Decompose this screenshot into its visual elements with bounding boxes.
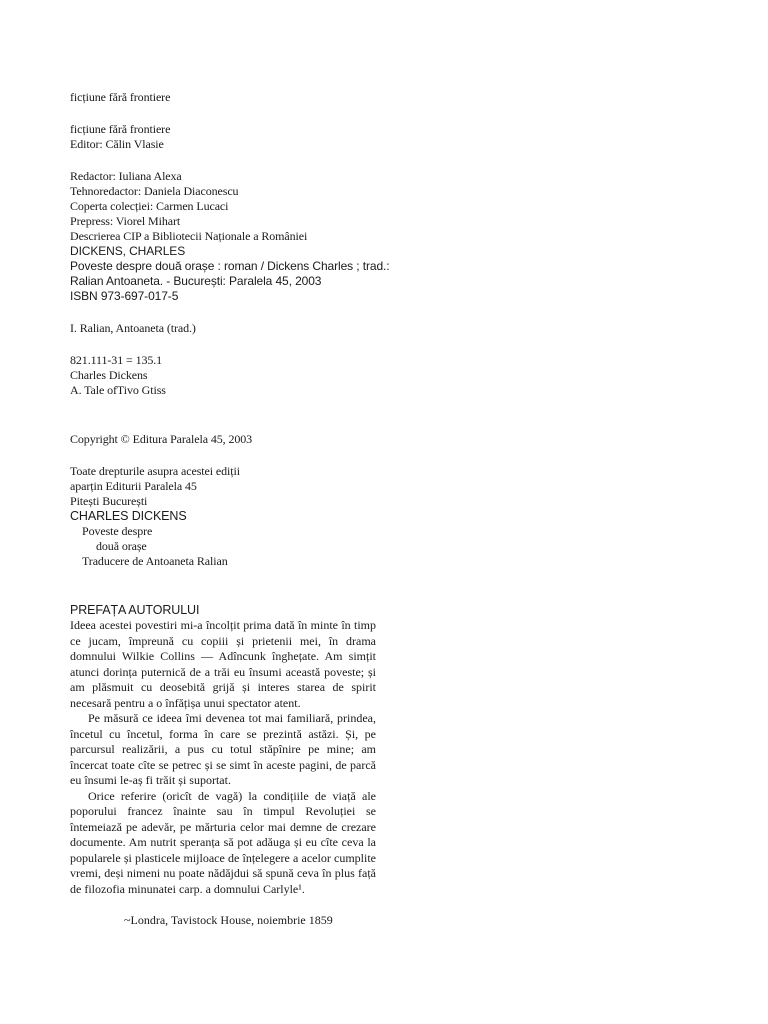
original-author: Charles Dickens <box>70 368 148 382</box>
cip-line-2: Ralian Antoaneta. - București: Paralela 45, 2003 <box>70 274 322 288</box>
colophon-prepress: Prepress: Viorel Mihart <box>70 214 181 228</box>
copyright-notice: Copyright © Editura Paralela 45, 2003 <box>70 432 253 446</box>
colophon-series: ficțiune fără frontiere <box>70 122 171 136</box>
original-title: A. Tale ofTivo Gtiss <box>70 383 166 397</box>
series-header: ficțiune fără frontiere <box>70 90 171 104</box>
book-front-matter-page <box>70 90 390 928</box>
copyright-block <box>70 432 390 509</box>
spacer <box>70 336 390 353</box>
colophon-redactor: Redactor: Iuliana Alexa <box>70 169 182 183</box>
cip-author: DICKENS, CHARLES <box>70 244 186 258</box>
book-title-line-1: Poveste despre <box>82 524 153 538</box>
spacer <box>70 447 390 464</box>
preface-section <box>70 603 390 928</box>
book-author: CHARLES DICKENS <box>70 509 187 523</box>
preface-paragraph-1: Ideea acestei povestiri mi-a încolțit prima dată în minte în timp ce jucam, împreună cu copiii și prietenii mei, în drama domnului Wilkie Collins — Adîncunk înghețate. Am simțit atunci dorința puternică de a trăi eu însumi această poveste; și am plăsmuit cu deosebită grijă și interes starea de spirit necesară pentru a o înfățișa unui spectator atent. <box>70 618 376 710</box>
spacer <box>70 304 390 321</box>
book-translator: Traducere de Antoaneta Ralian <box>82 554 228 568</box>
colophon-block <box>70 122 390 398</box>
preface-paragraph-3: Orice referire (oricît de vagă) la condițiile de viață ale poporului francez înainte sau în timpul Revoluției se întemeiază pe adevăr, pe mărturia celor mai demne de crezare documente. Am nutrit speranța să pot adăuga și eu cîte ceva la popularele și plasticele mijloace de înțelegere a acelor cumplite vremi, deși nimeni nu poate nădăjdui să spună ceva în plus față de filozofia minunatei carp. a domnului Carlyle¹. <box>70 788 376 896</box>
cip-heading: Descrierea CIP a Bibliotecii Naționale a României <box>70 229 308 243</box>
preface-signature: ~Londra, Tavistock House, noiembrie 1859 <box>124 913 333 927</box>
isbn: ISBN 973-697-017-5 <box>70 289 179 303</box>
preface-paragraph-2: Pe măsură ce ideea îmi devenea tot mai familiară, prindea, încetul cu încetul, forma în care se prezintă astăzi. Și, pe parcursul realizării, a pus cu totul stăpînire pe mine; am încercat toate cîte se petrec și se simt în aceste pagini, de parcă eu însumi le-aș fi trăit și suportat. <box>70 711 376 787</box>
spacer <box>70 105 390 122</box>
udc-code: 821.111-31 = 135.1 <box>70 353 163 367</box>
rights-line-1: Toate drepturile asupra acestei ediții <box>70 464 240 478</box>
colophon-tehnoredactor: Tehnoredactor: Daniela Diaconescu <box>70 184 239 198</box>
cip-line-1: Poveste despre două orașe : roman / Dickens Charles ; trad.: <box>70 259 390 273</box>
preface-heading: PREFAȚA AUTORULUI <box>70 603 200 617</box>
spacer <box>70 569 390 603</box>
spacer <box>70 152 390 169</box>
book-title-line-2: două orașe <box>96 539 147 553</box>
rights-line-2: aparțin Editurii Paralela 45 <box>70 479 197 493</box>
translator-entry: I. Ralian, Antoaneta (trad.) <box>70 321 196 335</box>
colophon-editor: Editor: Călin Vlasie <box>70 137 164 151</box>
colophon-coperta: Coperta colecției: Carmen Lucaci <box>70 199 229 213</box>
title-block <box>70 509 390 569</box>
publisher-city: Pitești București <box>70 494 148 508</box>
spacer <box>70 398 390 432</box>
